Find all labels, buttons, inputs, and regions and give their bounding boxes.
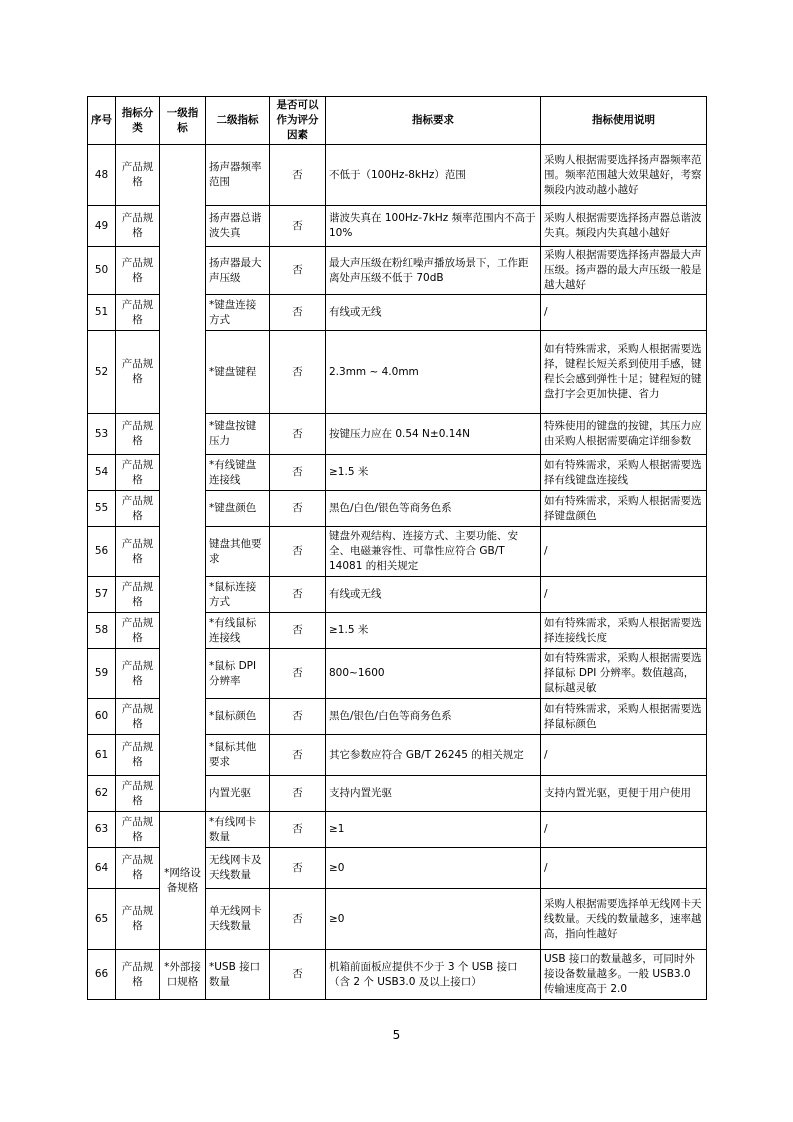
header-category: 指标分类 (116, 97, 160, 145)
row-category: 产品规格 (116, 527, 160, 577)
row-scoring: 否 (270, 414, 326, 455)
row-number: 60 (88, 699, 116, 735)
row-requirement: 机箱前面板应提供不少于 3 个 USB 接口（含 2 个 USB3.0 及以上接口） (326, 950, 541, 1000)
row-level2: 键盘其他要求 (206, 527, 270, 577)
row-requirement: 2.3mm ~ 4.0mm (326, 331, 541, 414)
row-category: 产品规格 (116, 776, 160, 812)
row-level2: *键盘连接方式 (206, 295, 270, 331)
level1-network: *网络设备规格 (160, 812, 206, 950)
row-number: 54 (88, 455, 116, 491)
row-number: 57 (88, 577, 116, 613)
row-number: 48 (88, 145, 116, 206)
row-category: 产品规格 (116, 414, 160, 455)
row-scoring: 否 (270, 577, 326, 613)
row-number: 62 (88, 776, 116, 812)
row-requirement: 黑色/白色/银色等商务色系 (326, 491, 541, 527)
row-requirement: ≥0 (326, 889, 541, 950)
row-category: 产品规格 (116, 295, 160, 331)
header-scoring: 是否可以作为评分因素 (270, 97, 326, 145)
row-level2: *键盘颜色 (206, 491, 270, 527)
row-number: 51 (88, 295, 116, 331)
row-category: 产品规格 (116, 950, 160, 1000)
row-level2: 扬声器最大声压级 (206, 247, 270, 295)
table-row (88, 950, 707, 1000)
header-level2: 二级指标 (206, 97, 270, 145)
row-level2: *鼠标 DPI 分辨率 (206, 649, 270, 699)
row-level2: *鼠标其他要求 (206, 735, 270, 776)
row-requirement: 不低于（100Hz-8kHz）范围 (326, 145, 541, 206)
row-requirement: 谐波失真在 100Hz-7kHz 频率范围内不高于 10% (326, 206, 541, 247)
row-category: 产品规格 (116, 145, 160, 206)
row-scoring: 否 (270, 699, 326, 735)
row-scoring: 否 (270, 527, 326, 577)
row-number: 61 (88, 735, 116, 776)
row-requirement: 黑色/银色/白色等商务色系 (326, 699, 541, 735)
row-scoring: 否 (270, 206, 326, 247)
header-no: 序号 (88, 97, 116, 145)
table-row (88, 812, 707, 848)
row-usage: / (541, 848, 707, 889)
row-requirement: 有线或无线 (326, 295, 541, 331)
row-level2: 单无线网卡天线数量 (206, 889, 270, 950)
row-usage: 采购人根据需要选择扬声器频率范围。频率范围越大效果越好，考察频段内波动越小越好 (541, 145, 707, 206)
row-scoring: 否 (270, 735, 326, 776)
row-scoring: 否 (270, 491, 326, 527)
row-usage: / (541, 812, 707, 848)
row-scoring: 否 (270, 848, 326, 889)
row-requirement: ≥1.5 米 (326, 455, 541, 491)
row-number: 49 (88, 206, 116, 247)
row-scoring: 否 (270, 889, 326, 950)
row-number: 63 (88, 812, 116, 848)
table-body (88, 145, 707, 1000)
row-scoring: 否 (270, 295, 326, 331)
row-number: 53 (88, 414, 116, 455)
row-requirement: ≥1 (326, 812, 541, 848)
row-usage: 采购人根据需要选择单无线网卡天线数量。天线的数量越多，速率越高，指向性越好 (541, 889, 707, 950)
row-level2: *USB 接口数量 (206, 950, 270, 1000)
row-number: 65 (88, 889, 116, 950)
row-level2: 内置光驱 (206, 776, 270, 812)
row-category: 产品规格 (116, 699, 160, 735)
table-row (88, 145, 707, 206)
row-category: 产品规格 (116, 848, 160, 889)
row-usage: 如有特殊需求，采购人根据需要选择有线键盘连接线 (541, 455, 707, 491)
row-number: 50 (88, 247, 116, 295)
header-row (88, 97, 707, 145)
row-usage: 如有特殊需求，采购人根据需要选择连接线长度 (541, 613, 707, 649)
row-scoring: 否 (270, 145, 326, 206)
row-usage: 支持内置光驱，更便于用户使用 (541, 776, 707, 812)
row-number: 52 (88, 331, 116, 414)
row-usage: / (541, 577, 707, 613)
row-category: 产品规格 (116, 247, 160, 295)
row-level2: *有线鼠标连接线 (206, 613, 270, 649)
row-usage: 采购人根据需要选择扬声器总谐波失真。频段内失真越小越好 (541, 206, 707, 247)
row-number: 55 (88, 491, 116, 527)
row-level2: *键盘按键压力 (206, 414, 270, 455)
row-scoring: 否 (270, 649, 326, 699)
spec-table (87, 96, 707, 1000)
row-level2: *鼠标连接方式 (206, 577, 270, 613)
row-category: 产品规格 (116, 812, 160, 848)
row-category: 产品规格 (116, 613, 160, 649)
row-requirement: 其它参数应符合 GB/T 26245 的相关规定 (326, 735, 541, 776)
row-scoring: 否 (270, 331, 326, 414)
row-requirement: 800~1600 (326, 649, 541, 699)
row-scoring: 否 (270, 776, 326, 812)
level1-external: *外部接口规格 (160, 950, 206, 1000)
row-level2: *键盘键程 (206, 331, 270, 414)
row-level2: *鼠标颜色 (206, 699, 270, 735)
row-requirement: 最大声压级在粉红噪声播放场景下，工作距离处声压级不低于 70dB (326, 247, 541, 295)
row-usage: USB 接口的数量越多，可同时外接设备数量越多。一般 USB3.0 传输速度高于 2.0 (541, 950, 707, 1000)
row-category: 产品规格 (116, 491, 160, 527)
row-scoring: 否 (270, 455, 326, 491)
row-number: 56 (88, 527, 116, 577)
row-usage: 如有特殊需求，采购人根据需要选择，键程长短关系到使用手感，键程长会感到弹性十足；键程短的键盘打字会更加快捷、省力 (541, 331, 707, 414)
row-usage: / (541, 295, 707, 331)
row-level2: 扬声器总谐波失真 (206, 206, 270, 247)
row-usage: / (541, 735, 707, 776)
row-requirement: 支持内置光驱 (326, 776, 541, 812)
page-number: 5 (392, 1028, 401, 1042)
row-level2: *有线键盘连接线 (206, 455, 270, 491)
row-category: 产品规格 (116, 735, 160, 776)
row-scoring: 否 (270, 950, 326, 1000)
row-level2: *有线网卡数量 (206, 812, 270, 848)
row-category: 产品规格 (116, 577, 160, 613)
row-usage: 特殊使用的键盘的按键，其压力应由采购人根据需要确定详细参数 (541, 414, 707, 455)
row-usage: / (541, 527, 707, 577)
level1-empty-cell (160, 145, 206, 812)
row-scoring: 否 (270, 812, 326, 848)
row-usage: 如有特殊需求，采购人根据需要选择鼠标颜色 (541, 699, 707, 735)
row-level2: 扬声器频率范围 (206, 145, 270, 206)
header-requirement: 指标要求 (326, 97, 541, 145)
row-scoring: 否 (270, 247, 326, 295)
row-requirement: 按键压力应在 0.54 N±0.14N (326, 414, 541, 455)
row-requirement: ≥0 (326, 848, 541, 889)
row-scoring: 否 (270, 613, 326, 649)
row-category: 产品规格 (116, 455, 160, 491)
row-category: 产品规格 (116, 206, 160, 247)
header-usage: 指标使用说明 (541, 97, 707, 145)
row-usage: 如有特殊需求，采购人根据需要选择鼠标 DPI 分辨率。数值越高，鼠标越灵敏 (541, 649, 707, 699)
header-level1: 一级指标 (160, 97, 206, 145)
row-usage: 如有特殊需求，采购人根据需要选择键盘颜色 (541, 491, 707, 527)
row-number: 64 (88, 848, 116, 889)
row-usage: 采购人根据需要选择扬声器最大声压级。扬声器的最大声压级一般是越大越好 (541, 247, 707, 295)
row-number: 66 (88, 950, 116, 1000)
row-category: 产品规格 (116, 331, 160, 414)
row-number: 58 (88, 613, 116, 649)
row-number: 59 (88, 649, 116, 699)
row-requirement: 键盘外观结构、连接方式、主要功能、安全、电磁兼容性、可靠性应符合 GB/T 14081 的相关规定 (326, 527, 541, 577)
row-category: 产品规格 (116, 649, 160, 699)
row-requirement: 有线或无线 (326, 577, 541, 613)
row-category: 产品规格 (116, 889, 160, 950)
row-level2: 无线网卡及天线数量 (206, 848, 270, 889)
row-requirement: ≥1.5 米 (326, 613, 541, 649)
